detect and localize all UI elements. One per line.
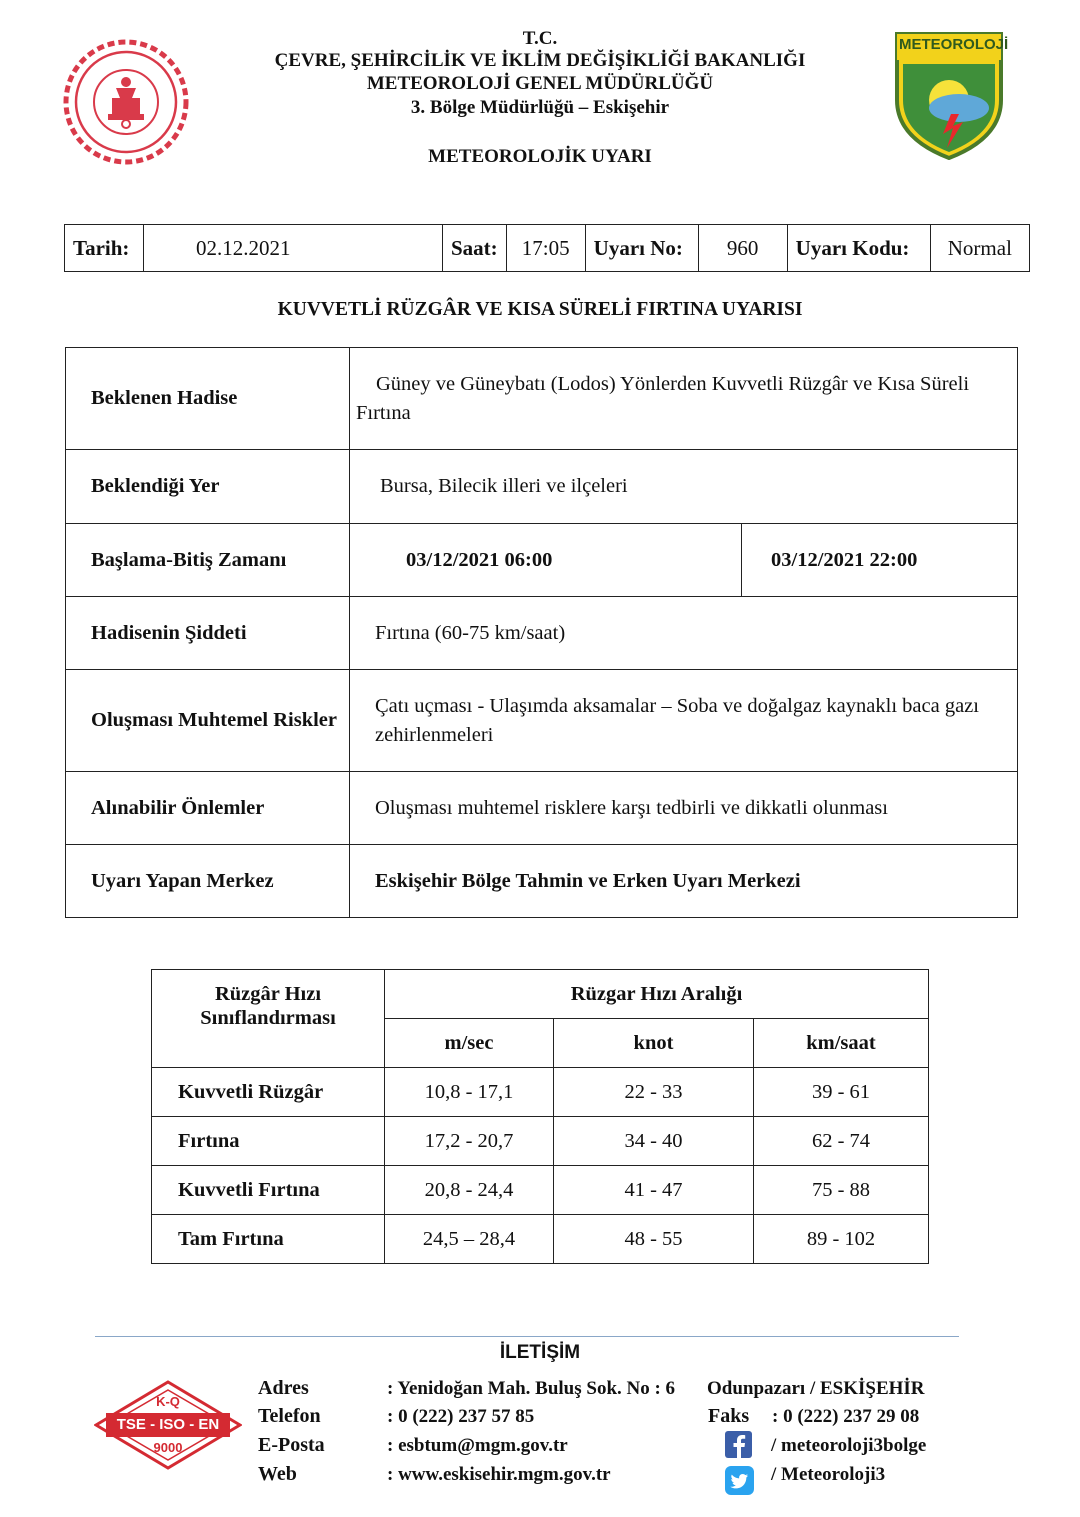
start-time-value: 03/12/2021 06:00 <box>350 524 742 597</box>
wind-class-name: Tam Fırtına <box>152 1215 385 1264</box>
severity-value: Fırtına (60-75 km/saat) <box>350 597 1018 670</box>
footer-divider <box>95 1336 959 1337</box>
table-row <box>152 1166 929 1215</box>
wind-knot-value: 48 - 55 <box>554 1215 754 1264</box>
warning-no-label: Uyarı No: <box>585 225 698 272</box>
warning-code-label: Uyarı Kodu: <box>787 225 930 272</box>
risks-label: Oluşması Muhtemel Riskler <box>66 670 350 772</box>
wind-kmh-value: 89 - 102 <box>754 1215 929 1264</box>
document-title: METEOROLOJİK UYARI <box>428 146 652 167</box>
measures-label: Alınabilir Önlemler <box>66 772 350 845</box>
email-label: E-Posta <box>258 1434 325 1456</box>
fax-label: Faks <box>708 1405 750 1427</box>
facebook-icon[interactable] <box>725 1431 752 1458</box>
web-value[interactable]: : www.eskisehir.mgm.gov.tr <box>387 1464 611 1485</box>
warning-code-value: Normal <box>930 225 1029 272</box>
wind-ms-value: 20,8 - 24,4 <box>385 1166 554 1215</box>
wind-ms-value: 10,8 - 17,1 <box>385 1068 554 1117</box>
place-value: Bursa, Bilecik illeri ve ilçeleri <box>350 450 1018 524</box>
end-time-value: 03/12/2021 22:00 <box>742 524 1018 597</box>
warning-title: KUVVETLİ RÜZGÂR VE KISA SÜRELİ FIRTINA UYARISI <box>277 299 803 320</box>
severity-label: Hadisenin Şiddeti <box>66 597 350 670</box>
phone-value: : 0 (222) 237 57 85 <box>387 1406 535 1427</box>
time-range-label: Başlama-Bitiş Zamanı <box>66 524 350 597</box>
email-value[interactable]: : esbtum@mgm.gov.tr <box>387 1435 568 1456</box>
address-label: Adres <box>258 1377 309 1399</box>
table-row <box>152 1068 929 1117</box>
wind-knot-value: 41 - 47 <box>554 1166 754 1215</box>
warning-details-table <box>65 347 1018 918</box>
measures-value: Oluşması muhtemel risklere karşı tedbirli ve dikkatli olunması <box>350 772 1018 845</box>
date-label: Tarih: <box>65 225 144 272</box>
issuing-center-label: Uyarı Yapan Merkez <box>66 845 350 918</box>
wind-ms-value: 24,5 – 28,4 <box>385 1215 554 1264</box>
risks-value: Çatı uçması - Ulaşımda aksamalar – Soba ve doğalgaz kaynaklı baca gazı zehirlenmeleri <box>350 670 1018 772</box>
wind-speed-table <box>151 969 929 1264</box>
wind-kmh-value: 39 - 61 <box>754 1068 929 1117</box>
phone-label: Telefon <box>258 1405 321 1427</box>
wind-ms-value: 17,2 - 20,7 <box>385 1117 554 1166</box>
table-row <box>152 1215 929 1264</box>
wind-knot-value: 22 - 33 <box>554 1068 754 1117</box>
table-row <box>152 1117 929 1166</box>
twitter-handle[interactable]: / Meteoroloji3 <box>771 1464 886 1485</box>
meteoroloji-logo-text: METEOROLOJİ <box>899 36 1009 53</box>
header-ministry: ÇEVRE, ŞEHİRCİLİK VE İKLİM DEĞİŞİKLİĞİ BAKANLIĞI <box>274 50 806 71</box>
unit-knot-header: knot <box>554 1019 754 1068</box>
tse-iso-certification-logo <box>94 1380 242 1470</box>
warning-no-value: 960 <box>698 225 787 272</box>
wind-class-name: Fırtına <box>152 1117 385 1166</box>
wind-class-name: Kuvvetli Fırtına <box>152 1166 385 1215</box>
twitter-icon[interactable] <box>725 1466 754 1495</box>
cert-bottom-text: 9000 <box>153 1440 183 1455</box>
fax-value: : 0 (222) 237 29 08 <box>772 1406 920 1427</box>
header-tc: T.C. <box>522 28 558 49</box>
header-directorate: METEOROLOJİ GENEL MÜDÜRLÜĞÜ <box>366 73 714 94</box>
unit-ms-header: m/sec <box>385 1019 554 1068</box>
wind-kmh-value: 62 - 74 <box>754 1117 929 1166</box>
facebook-handle[interactable]: / meteoroloji3bolge <box>771 1435 927 1456</box>
warning-meta-table <box>64 224 1030 272</box>
wind-range-header: Rüzgar Hızı Aralığı <box>385 970 929 1019</box>
event-value: Güney ve Güneybatı (Lodos) Yönlerden Kuvvetli Rüzgâr ve Kısa Süreli Fırtına <box>350 348 1018 450</box>
time-value: 17:05 <box>506 225 585 272</box>
place-label: Beklendiği Yer <box>66 450 350 524</box>
web-label: Web <box>258 1463 297 1485</box>
cert-mid-text: TSE - ISO - EN <box>116 1416 220 1433</box>
header-region: 3. Bölge Müdürlüğü – Eskişehir <box>410 97 670 118</box>
event-label: Beklenen Hadise <box>66 348 350 450</box>
contact-title: İLETİŞİM <box>499 1342 581 1363</box>
wind-class-name: Kuvvetli Rüzgâr <box>152 1068 385 1117</box>
date-value: 02.12.2021 <box>144 225 443 272</box>
wind-kmh-value: 75 - 88 <box>754 1166 929 1215</box>
time-label: Saat: <box>443 225 507 272</box>
wind-knot-value: 34 - 40 <box>554 1117 754 1166</box>
address-value: : Yenidoğan Mah. Buluş Sok. No : 6 <box>387 1378 676 1399</box>
issuing-center-value: Eskişehir Bölge Tahmin ve Erken Uyarı Merkezi <box>350 845 1018 918</box>
cert-top-text: K-Q <box>156 1394 180 1409</box>
address-city: Odunpazarı / ESKİŞEHİR <box>707 1378 925 1399</box>
wind-class-header: Rüzgâr Hızı Sınıflandırması <box>152 970 385 1068</box>
unit-kmh-header: km/saat <box>754 1019 929 1068</box>
